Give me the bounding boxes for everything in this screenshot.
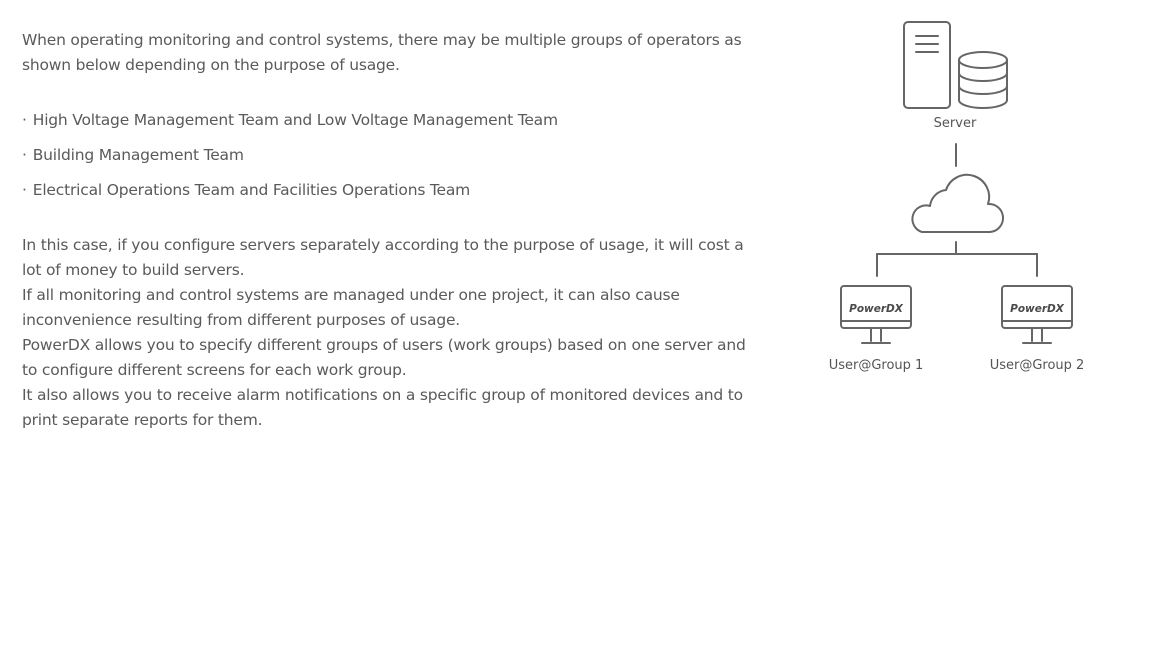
body-paragraph: PowerDX allows you to specify different groups of users (work groups) based on one server and to configure different screens for each work group. [22, 336, 746, 379]
description-text [22, 28, 752, 433]
monitor-brand-text: PowerDX [849, 303, 903, 315]
list-item [22, 143, 752, 168]
server-tower-icon [904, 22, 950, 108]
database-icon [959, 52, 1007, 108]
bullet-marker: · [22, 146, 27, 164]
network-lines [877, 242, 1037, 276]
client-label: User@Group 1 [828, 358, 924, 373]
bullet-marker: · [22, 181, 27, 199]
body-paragraphs [22, 233, 752, 433]
body-paragraph: If all monitoring and control systems are managed under one project, it can also cause inconvenience resulting from different purposes of usage. [22, 286, 680, 329]
bullet-marker: · [22, 111, 27, 129]
diagram-graphic [820, 14, 1110, 394]
monitor-brand-text: PowerDX [1010, 303, 1064, 315]
list-item-text: Building Management Team [32, 146, 244, 164]
client-label: User@Group 2 [989, 358, 1085, 373]
operator-group-list [22, 108, 752, 203]
server-label: Server [933, 116, 977, 131]
intro-paragraph: When operating monitoring and control systems, there may be multiple groups of operators as shown below depending on the purpose of usage. [22, 31, 742, 74]
cloud-icon [912, 175, 1003, 232]
body-paragraph: In this case, if you configure servers separately according to the purpose of usage, it will cost a lot of money to build servers. [22, 236, 744, 279]
list-item-text: High Voltage Management Team and Low Voltage Management Team [32, 111, 558, 129]
workgroup-architecture-diagram [820, 14, 1110, 394]
list-item [22, 108, 752, 133]
list-item [22, 178, 752, 203]
list-item-text: Electrical Operations Team and Facilities Operations Team [32, 181, 471, 199]
body-paragraph: It also allows you to receive alarm notifications on a specific group of monitored devices and to print separate reports for them. [22, 386, 743, 429]
